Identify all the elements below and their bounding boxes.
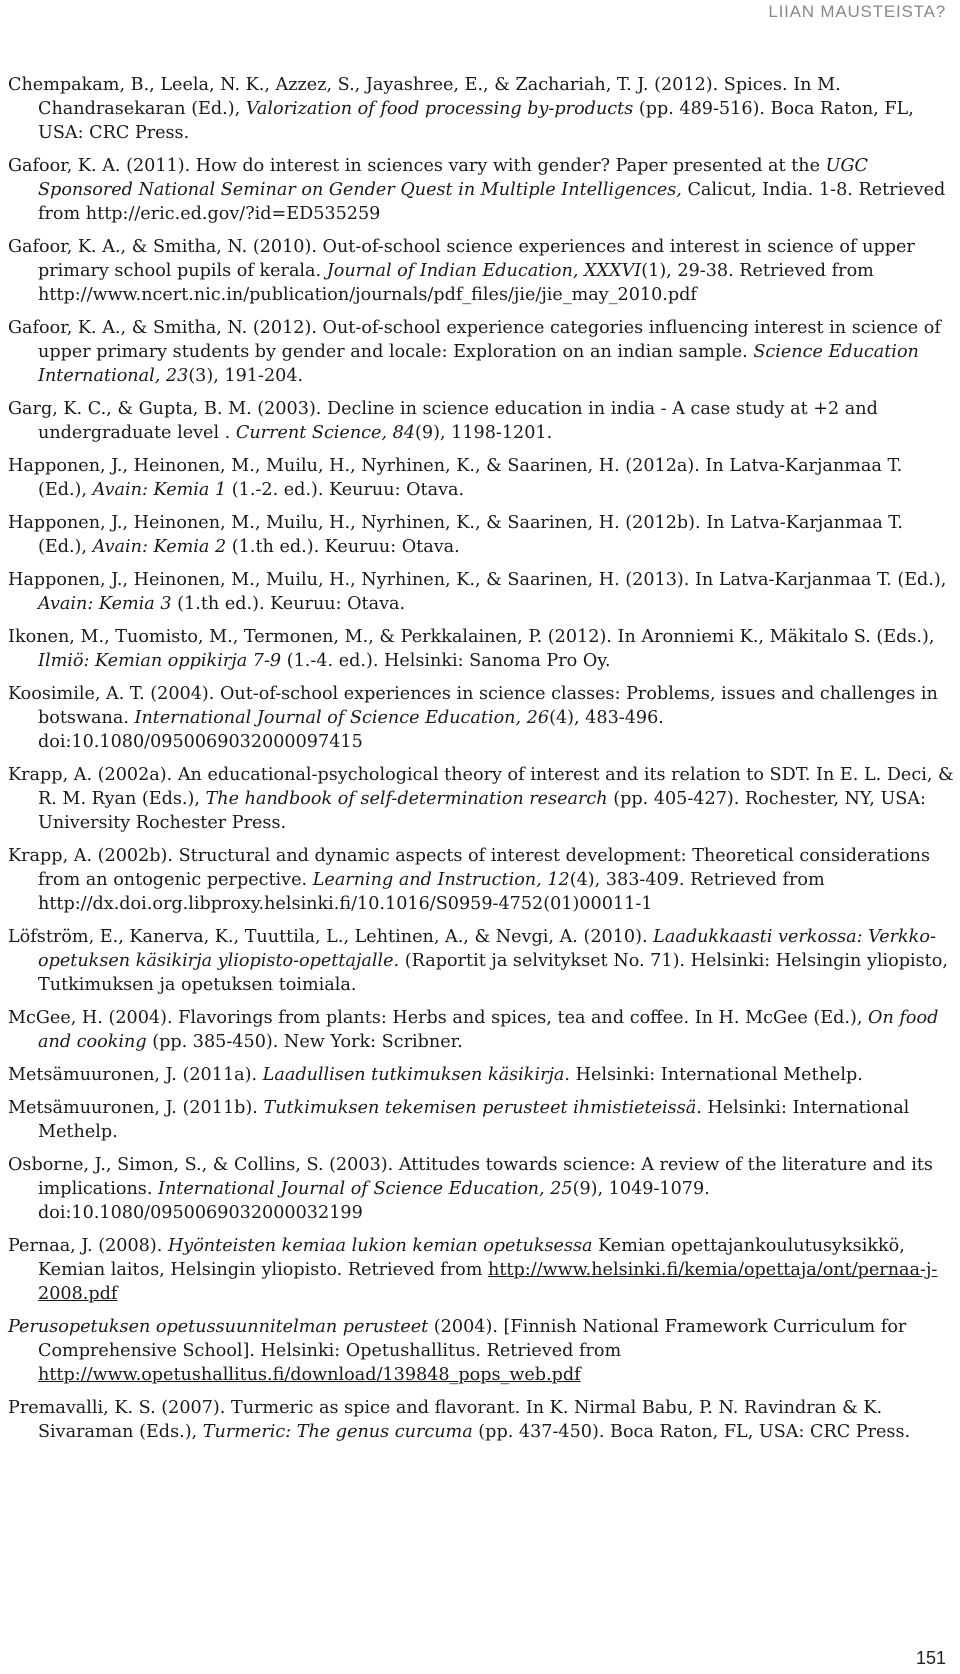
reference-entry <box>8 682 956 754</box>
reference-entry <box>8 1063 956 1087</box>
reference-text: (pp. 405-427). Rochester, NY, USA: University Rochester Press. <box>38 789 926 833</box>
reference-text: Garg, K. C., & Gupta, B. M. (2003). Decline in science education in india - A case study at +2 and undergraduate level . <box>8 399 878 443</box>
reference-link[interactable]: http://www.opetushallitus.fi/download/139848_pops_web.pdf <box>38 1365 581 1385</box>
reference-entry <box>8 1396 956 1444</box>
reference-text: Krapp, A. (2002b). Structural and dynamic aspects of interest development: Theoretical considerations from an ontogenic perpective. <box>8 846 931 890</box>
reference-italic-text: Hyönteisten kemiaa lukion kemian opetuksessa <box>167 1236 593 1256</box>
reference-text: (1.-4. ed.). Helsinki: Sanoma Pro Oy. <box>281 651 611 671</box>
reference-text: (4), 483-496. doi:10.1080/0950069032000097415 <box>38 708 664 752</box>
reference-italic-text: On food and cooking <box>38 1008 939 1052</box>
reference-italic-text: Turmeric: The genus curcuma <box>202 1422 473 1442</box>
reference-entry <box>8 316 956 388</box>
reference-italic-text: The handbook of self-determination research <box>205 789 608 809</box>
reference-entry <box>8 625 956 673</box>
reference-italic-text: Laadukkaasti verkossa: Verkko-opetuksen käsikirja yliopisto-opettajalle. <box>38 927 936 971</box>
reference-italic-text: Perusopetuksen opetussuunnitelman perusteet <box>8 1317 429 1337</box>
reference-entry <box>8 397 956 445</box>
reference-entry <box>8 511 956 559</box>
reference-text: (1.th ed.). Keuruu: Otava. <box>171 594 406 614</box>
page-number: 151 <box>915 1648 946 1668</box>
reference-italic-text: UGC Sponsored National Seminar on Gender Quest in Multiple Intelligences, <box>38 156 868 200</box>
reference-italic-text: Current Science, 84 <box>235 423 416 443</box>
reference-entry <box>8 1096 956 1144</box>
reference-entry <box>8 1315 956 1387</box>
reference-text: Chempakam, B., Leela, N. K., Azzez, S., Jayashree, E., & Zachariah, T. J. (2012). Spices. In M. Chandrasekaran (Ed.), <box>8 75 841 119</box>
reference-entry <box>8 454 956 502</box>
reference-text: Happonen, J., Heinonen, M., Muilu, H., Nyrhinen, K., & Saarinen, H. (2013). In Latva-Karjanmaa T. (Ed.), <box>8 570 947 590</box>
reference-text: Gafoor, K. A., & Smitha, N. (2012). Out-of-school experience categories influencing interest in science of upper primary students by gender and locale: Exploration on an indian sample. <box>8 318 941 362</box>
reference-link[interactable]: http://www.helsinki.fi/kemia/opettaja/ont/pernaa-j-2008.pdf <box>38 1260 938 1304</box>
reference-entry <box>8 235 956 307</box>
reference-text: (2004). [Finnish National Framework Curriculum for Comprehensive School]. Helsinki: Opetushallitus. Retrieved from <box>38 1317 907 1361</box>
reference-text: McGee, H. (2004). Flavorings from plants: Herbs and spices, tea and coffee. In H. McGee (Ed.), <box>8 1008 869 1028</box>
reference-text: Koosimile, A. T. (2004). Out-of-school experiences in science classes: Problems, issues and challenges in botswana. <box>8 684 938 728</box>
reference-entry <box>8 1006 956 1054</box>
reference-text: (pp. 489-516). Boca Raton, FL, USA: CRC Press. <box>38 99 914 143</box>
reference-text: Pernaa, J. (2008). <box>8 1236 168 1256</box>
reference-italic-text: Learning and Instruction, 12 <box>312 870 570 890</box>
reference-entry <box>8 154 956 226</box>
reference-italic-text: Tutkimuksen tekemisen perusteet ihmistieteissä <box>263 1098 697 1118</box>
reference-text: . Helsinki: International Methelp. <box>564 1065 863 1085</box>
reference-text: (9), 1198-1201. <box>415 423 553 443</box>
reference-text: Gafoor, K. A., & Smitha, N. (2010). Out-of-school science experiences and interest in science of upper primary school pupils of kerala. <box>8 237 915 281</box>
reference-italic-text: Science Education International, 23 <box>38 342 919 386</box>
reference-text: . Helsinki: International Methelp. <box>38 1098 910 1142</box>
reference-italic-text: Avain: Kemia 2 <box>92 537 227 557</box>
reference-italic-text: Laadullisen tutkimuksen käsikirja <box>262 1065 565 1085</box>
page-header <box>0 0 960 28</box>
reference-entry <box>8 844 956 916</box>
reference-italic-text: International Journal of Science Education, 26 <box>134 708 550 728</box>
reference-text: (3), 191-204. <box>188 366 304 386</box>
reference-list <box>8 73 956 1453</box>
reference-text: Kemian opettajankoulutusyksikkö, Kemian laitos, Helsingin yliopisto. Retrieved from <box>38 1236 905 1280</box>
reference-text: Gafoor, K. A. (2011). How do interest in sciences vary with gender? Paper presented at the <box>8 156 826 176</box>
reference-text: Metsämuuronen, J. (2011b). <box>8 1098 264 1118</box>
reference-italic-text: Avain: Kemia 3 <box>38 594 172 614</box>
reference-text: (9), 1049-1079. doi:10.1080/0950069032000032199 <box>38 1179 710 1223</box>
running-title: LIIAN MAUSTEISTA? <box>768 2 946 21</box>
reference-entry <box>8 1234 956 1306</box>
reference-text: (1), 29-38. Retrieved from http://www.ncert.nic.in/publication/journals/pdf_files/jie/jie_may_2010.pdf <box>38 261 874 305</box>
reference-text: (pp. 385-450). New York: Scribner. <box>146 1032 463 1052</box>
reference-italic-text: Avain: Kemia 1 <box>92 480 227 500</box>
reference-text: Osborne, J., Simon, S., & Collins, S. (2003). Attitudes towards science: A review of the literature and its implications. <box>8 1155 933 1199</box>
reference-entry <box>8 925 956 997</box>
reference-text: (4), 383-409. Retrieved from http://dx.doi.org.libproxy.helsinki.fi/10.1016/S0959-4752(01)00011-1 <box>38 870 825 914</box>
reference-italic-text: Ilmiö: Kemian oppikirja 7-9 <box>38 651 282 671</box>
reference-text: Happonen, J., Heinonen, M., Muilu, H., Nyrhinen, K., & Saarinen, H. (2012a). In Latva-Karjanmaa T. (Ed.), <box>8 456 903 500</box>
reference-text: Happonen, J., Heinonen, M., Muilu, H., Nyrhinen, K., & Saarinen, H. (2012b). In Latva-Karjanmaa T. (Ed.), <box>8 513 904 557</box>
reference-text: (pp. 437-450). Boca Raton, FL, USA: CRC Press. <box>472 1422 911 1442</box>
reference-entry <box>8 763 956 835</box>
reference-text: Ikonen, M., Tuomisto, M., Termonen, M., & Perkkalainen, P. (2012). In Aronniemi K., Mäkitalo S. (Eds.), <box>8 627 935 647</box>
reference-entry <box>8 1153 956 1225</box>
reference-text: Löfström, E., Kanerva, K., Tuuttila, L., Lehtinen, A., & Nevgi, A. (2010). <box>8 927 654 947</box>
reference-entry <box>8 568 956 616</box>
reference-text: (Raportit ja selvitykset No. 71). Helsinki: Helsingin yliopisto, Tutkimuksen ja opetuksen toimiala. <box>38 951 948 995</box>
reference-text: (1.-2. ed.). Keuruu: Otava. <box>226 480 465 500</box>
reference-text: Calicut, India. 1-8. Retrieved from http://eric.ed.gov/?id=ED535259 <box>38 180 946 224</box>
reference-text: Premavalli, K. S. (2007). Turmeric as spice and flavorant. In K. Nirmal Babu, P. N. Ravindran & K. Sivaraman (Eds.), <box>8 1398 883 1442</box>
reference-italic-text: Valorization of food processing by-products <box>245 99 634 119</box>
reference-text: Metsämuuronen, J. (2011a). <box>8 1065 263 1085</box>
reference-italic-text: Journal of Indian Education, XXXVI <box>326 261 642 281</box>
reference-italic-text: International Journal of Science Education, 25 <box>158 1179 573 1199</box>
reference-entry <box>8 73 956 145</box>
reference-text: (1.th ed.). Keuruu: Otava. <box>226 537 460 557</box>
reference-text: Krapp, A. (2002a). An educational-psychological theory of interest and its relation to SDT. In E. L. Deci, & R. M. Ryan (Eds.), <box>8 765 954 809</box>
